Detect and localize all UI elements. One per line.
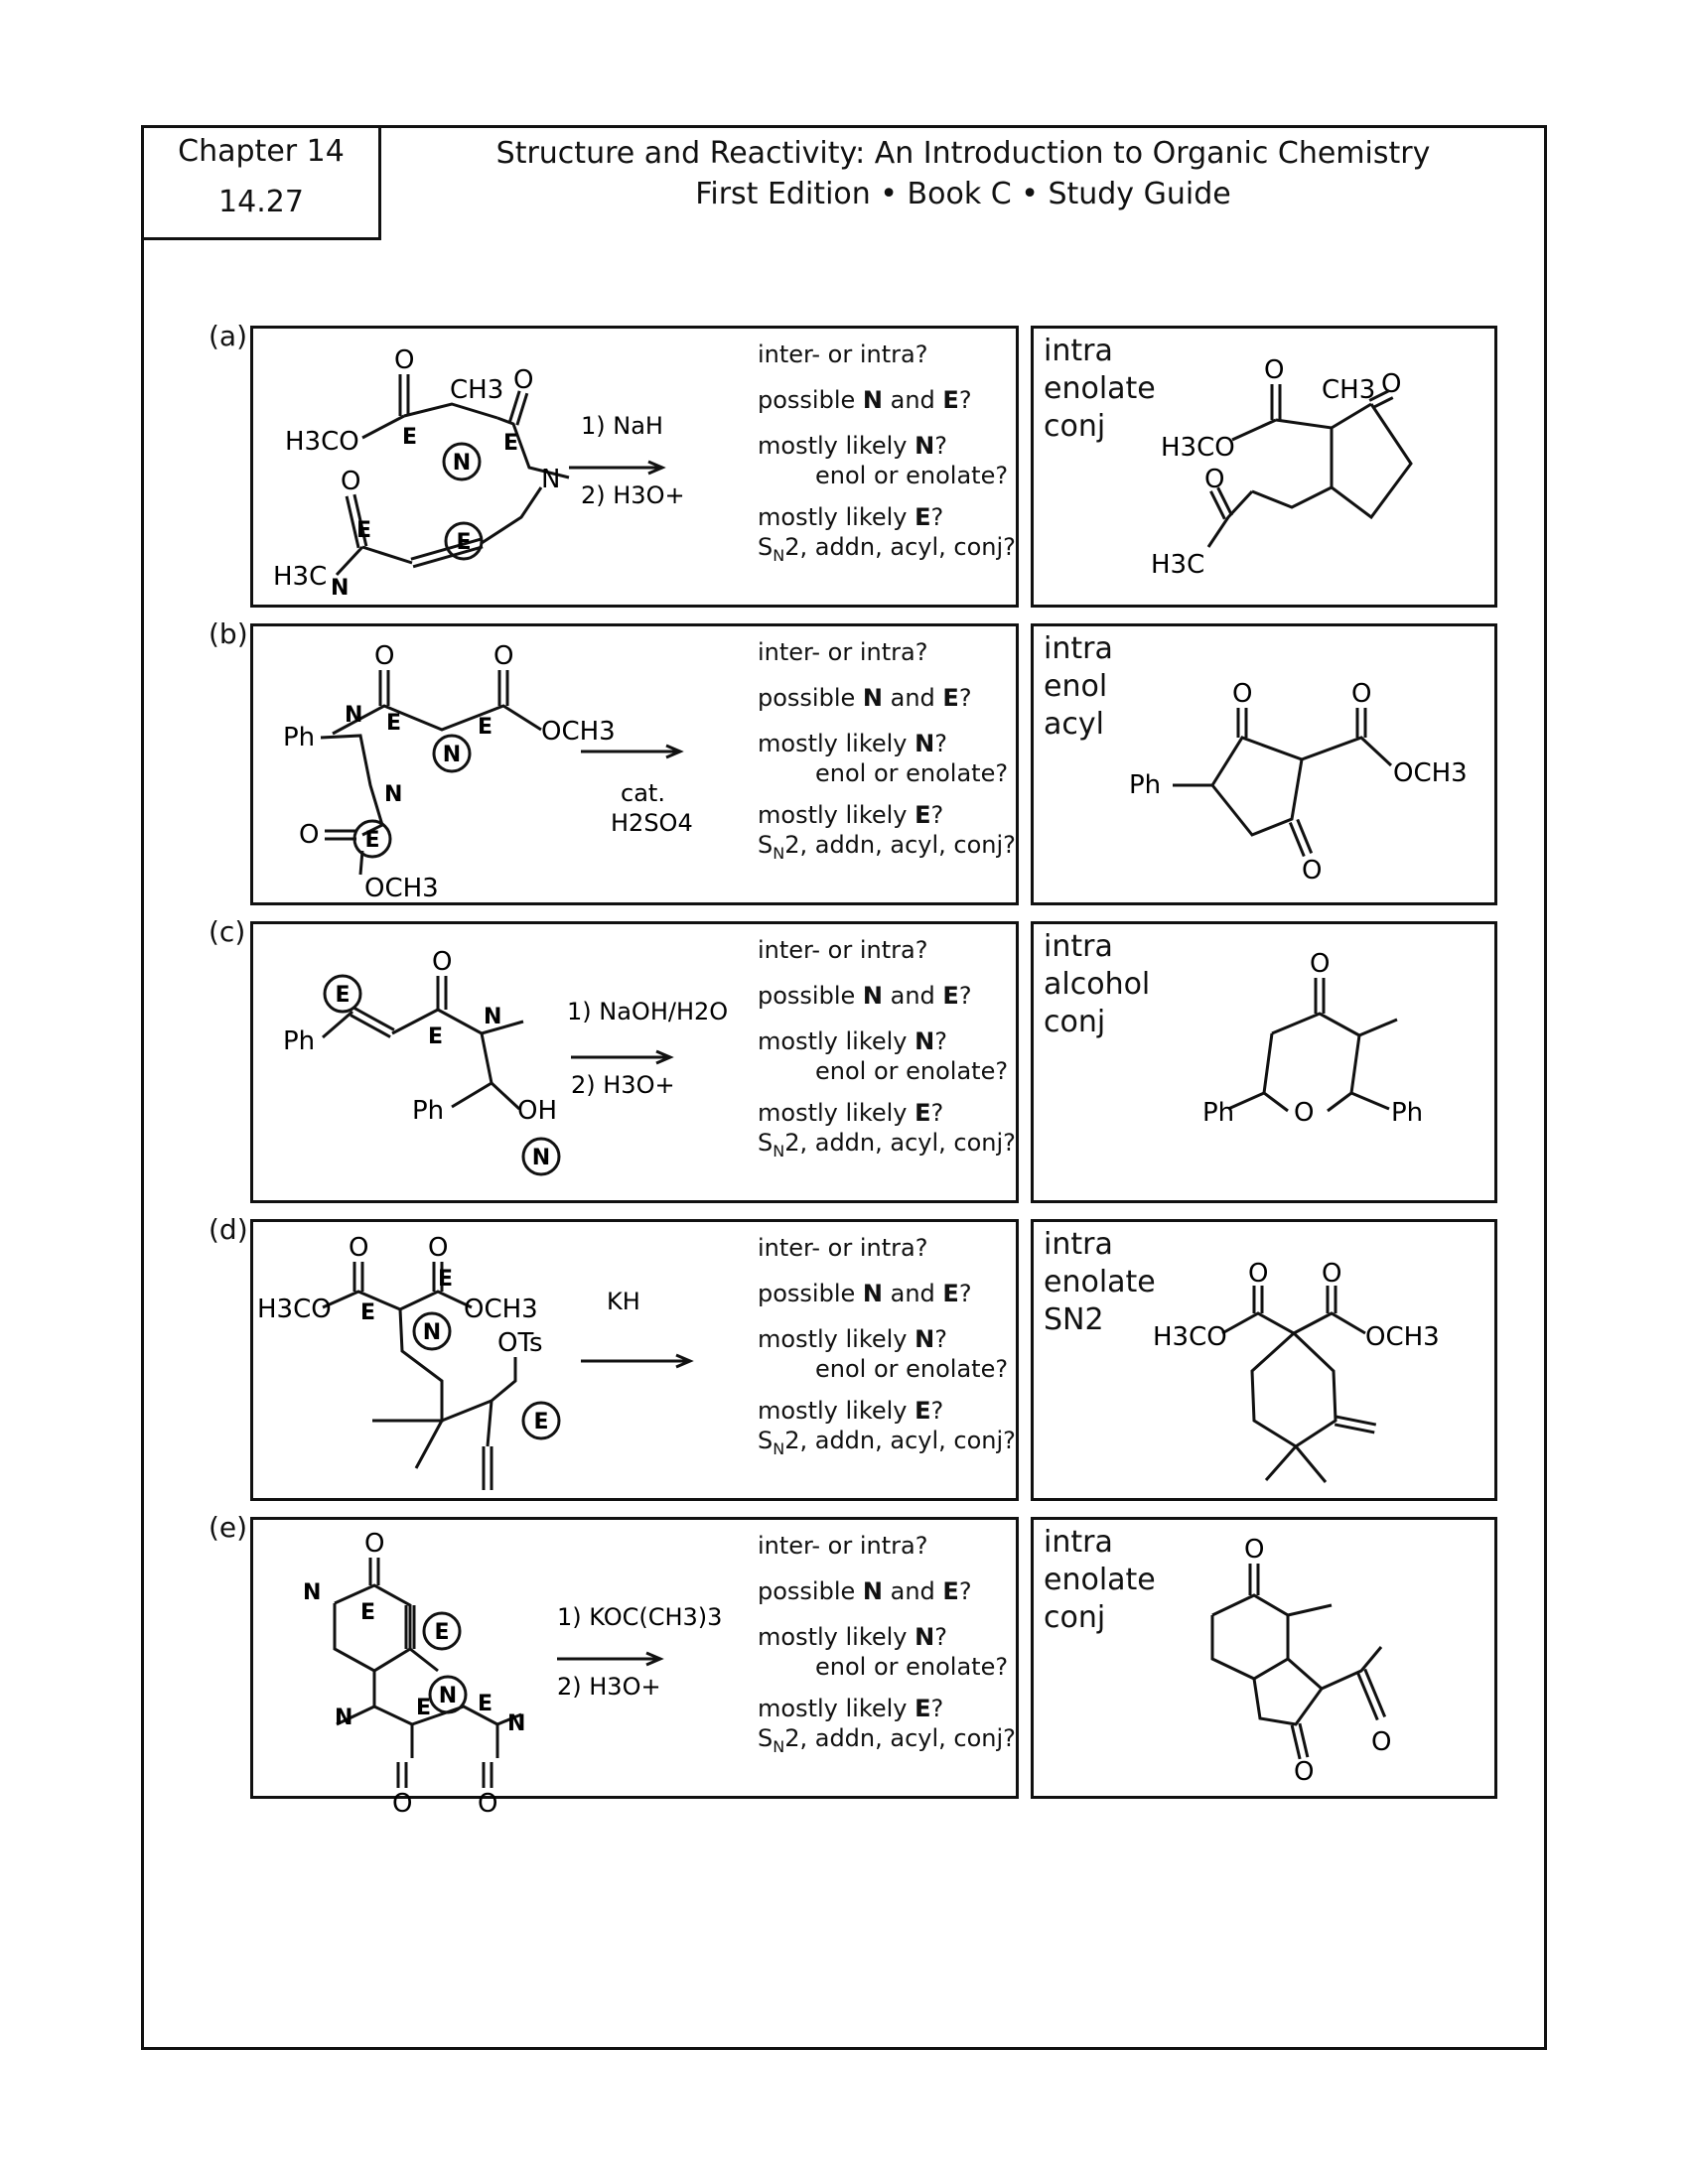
site-label: E (434, 1620, 450, 1645)
double-bond (1335, 1425, 1374, 1433)
answer-line: conj (1044, 1005, 1106, 1039)
bond (1359, 1020, 1397, 1035)
reactant-structure (253, 329, 750, 607)
bond (438, 1010, 523, 1033)
answer-line: enolate (1044, 371, 1156, 406)
problem-label: (c) (209, 915, 246, 948)
bond (333, 706, 541, 734)
reactant-structure (253, 1520, 750, 1819)
answer-line: conj (1044, 409, 1106, 444)
atom-label: O (1294, 1098, 1315, 1128)
atom-label: O (1310, 949, 1331, 979)
answer-box (1031, 326, 1497, 608)
bond (1252, 487, 1332, 507)
problem-label: (e) (209, 1511, 248, 1544)
bond (482, 487, 541, 543)
atom-label: OCH3 (464, 1295, 538, 1324)
atom-label: OCH3 (541, 717, 616, 747)
atom-label: O (1322, 1259, 1342, 1289)
atom-label: O (1232, 679, 1253, 709)
double-bond (1336, 1417, 1376, 1425)
answer-line: conj (1044, 1600, 1106, 1635)
product-structure (1034, 924, 1500, 1202)
reagent-label: cat. (621, 779, 665, 807)
question-possible-n-e: possible N and E? (758, 1280, 972, 1307)
answer-box (1031, 1517, 1497, 1799)
bond (337, 547, 362, 575)
atom-label: H3CO (1153, 1322, 1227, 1352)
bond (1212, 1595, 1288, 1679)
product-structure (1034, 1222, 1500, 1500)
atom-label: N (345, 703, 363, 728)
atom-label: CH3 (1322, 375, 1376, 405)
question-likely-e: mostly likely E? (758, 801, 944, 829)
atom-label: O (1294, 1757, 1315, 1787)
product-structure (1034, 329, 1500, 607)
question-likely-n: mostly likely N? (758, 1623, 947, 1651)
reagent-label: 1) KOC(CH3)3 (557, 1603, 723, 1631)
answer-line: intra (1044, 929, 1113, 964)
bond (452, 1033, 492, 1107)
problem-label: (d) (209, 1213, 248, 1246)
atom-label: E (428, 1024, 444, 1049)
reagent-label: 1) NaH (581, 412, 663, 440)
product-structure (1034, 626, 1500, 904)
atom-label: O (341, 467, 361, 496)
atom-label: O (478, 1789, 498, 1819)
bond (335, 1585, 410, 1671)
question-possible-n-e: possible N and E? (758, 684, 972, 712)
site-label: N (438, 1684, 458, 1708)
reagent-label: 2) H3O+ (581, 481, 685, 509)
question-enol-enolate: enol or enolate? (815, 759, 1009, 787)
atom-label: E (356, 518, 372, 543)
bond (362, 547, 412, 563)
question-likely-n: mostly likely N? (758, 432, 947, 460)
site-label: E (456, 530, 472, 555)
atom-label: O (374, 641, 395, 671)
title-line-1: Structure and Reactivity: An Introduction to Organic Chemistry (495, 136, 1431, 171)
answer-line: intra (1044, 334, 1113, 368)
question-likely-e: mostly likely E? (758, 1695, 944, 1722)
question-reaction-type: $S_N2$, addn, acyl, conj? (758, 831, 1016, 863)
bond (1272, 1014, 1359, 1111)
atom-label: O (1264, 355, 1285, 385)
atom-label: Ph (283, 1026, 316, 1056)
atom-label: E (416, 1696, 432, 1720)
site-label: N (452, 451, 472, 476)
bond (1222, 1313, 1365, 1333)
atom-label: H3CO (257, 1295, 332, 1324)
atom-label: Ph (1202, 1098, 1235, 1128)
question-likely-e: mostly likely E? (758, 1397, 944, 1425)
atom-label: O (428, 1233, 449, 1263)
question-reaction-type: $S_N2$, addn, acyl, conj? (758, 533, 1016, 565)
bond (321, 736, 382, 825)
bond (323, 1012, 352, 1037)
atom-label: N (507, 1711, 526, 1736)
question-enol-enolate: enol or enolate? (815, 1057, 1009, 1085)
atom-label: E (478, 715, 493, 740)
bond (360, 851, 362, 875)
atom-label: Ph (1129, 770, 1162, 800)
question-possible-n-e: possible N and E? (758, 1577, 972, 1605)
atom-label: H3CO (285, 427, 359, 457)
question-reaction-type: $S_N2$, addn, acyl, conj? (758, 1129, 1016, 1160)
reagent-label: KH (607, 1288, 640, 1315)
bond (1302, 738, 1391, 765)
question-inter-intra: inter- or intra? (758, 936, 928, 964)
bond (492, 1083, 519, 1109)
atom-label: E (360, 1300, 376, 1325)
question-enol-enolate: enol or enolate? (815, 462, 1009, 489)
atom-label: OH (517, 1096, 558, 1126)
question-box (250, 1517, 1019, 1819)
reagent-label: 2) H3O+ (571, 1071, 675, 1099)
atom-label: O (493, 641, 514, 671)
atom-label: H3C (273, 562, 328, 592)
question-inter-intra: inter- or intra? (758, 1234, 928, 1262)
atom-label: E (478, 1692, 493, 1716)
bond (1276, 404, 1371, 428)
site-label: E (335, 983, 351, 1008)
atom-label: E (503, 431, 519, 456)
site-label: N (422, 1320, 442, 1345)
chapter-box (141, 125, 381, 240)
double-bond (1373, 398, 1393, 408)
atom-label: Ph (1391, 1098, 1424, 1128)
atom-label: OCH3 (364, 874, 439, 903)
question-likely-n: mostly likely N? (758, 730, 947, 757)
page-title (417, 133, 1509, 214)
atom-label: N (484, 1005, 502, 1029)
bond (1266, 1446, 1296, 1480)
double-bond (1365, 1669, 1385, 1716)
site-label: N (442, 743, 462, 767)
bond (442, 1357, 515, 1421)
atom-label: O (364, 1529, 385, 1559)
bond (1264, 1033, 1288, 1111)
atom-label: O (299, 820, 320, 850)
atom-label: O (1302, 856, 1323, 886)
bond (1322, 1647, 1381, 1689)
atom-label: OCH3 (1365, 1322, 1440, 1352)
atom-label: N (541, 465, 561, 494)
reagent-label: 2) H3O+ (557, 1673, 661, 1701)
question-box (250, 623, 1019, 905)
atom-label: N (303, 1580, 322, 1605)
atom-label: N (335, 1706, 353, 1730)
reagent-label: H2SO4 (611, 809, 693, 837)
question-box (250, 1219, 1019, 1501)
site-label: E (533, 1410, 549, 1434)
reagent-label: 1) NaOH/H2O (567, 998, 729, 1025)
atom-label: E (438, 1267, 454, 1292)
atom-label: O (1381, 369, 1402, 399)
question-possible-n-e: possible N and E? (758, 386, 972, 414)
bond (410, 1649, 438, 1671)
answer-line: intra (1044, 1227, 1113, 1262)
answer-line: intra (1044, 1525, 1113, 1560)
double-bond (1300, 1723, 1308, 1757)
answer-line: SN2 (1044, 1302, 1104, 1337)
atom-label: E (386, 711, 402, 736)
atom-label: O (1371, 1727, 1392, 1757)
problem-label: (b) (209, 617, 248, 650)
question-likely-e: mostly likely E? (758, 503, 944, 531)
atom-label: OTs (497, 1328, 543, 1358)
answer-box (1031, 921, 1497, 1203)
atom-label: O (1248, 1259, 1269, 1289)
atom-label: O (513, 365, 534, 395)
bond (1232, 420, 1276, 440)
question-enol-enolate: enol or enolate? (815, 1355, 1009, 1383)
answer-line: enol (1044, 669, 1108, 704)
question-enol-enolate: enol or enolate? (815, 1653, 1009, 1681)
atom-label: N (384, 782, 403, 807)
bond (374, 1671, 412, 1724)
bond (488, 1401, 492, 1446)
atom-label: Ph (412, 1096, 445, 1126)
answer-line: acyl (1044, 707, 1104, 742)
question-inter-intra: inter- or intra? (758, 1532, 928, 1560)
atom-label: O (392, 1789, 413, 1819)
answer-line: intra (1044, 631, 1113, 666)
atom-label: O (349, 1233, 369, 1263)
reactant-structure (253, 626, 750, 904)
chapter-label: Chapter 14 (178, 134, 345, 169)
atom-label: H3CO (1161, 433, 1235, 463)
bond (1252, 1333, 1336, 1446)
atom-label: O (1351, 679, 1372, 709)
atom-label: E (360, 1600, 376, 1625)
question-likely-n: mostly likely N? (758, 1027, 947, 1055)
reactant-structure (253, 924, 750, 1202)
double-bond (1292, 1725, 1300, 1759)
question-reaction-type: $S_N2$, addn, acyl, conj? (758, 1724, 1016, 1756)
atom-label: O (1244, 1535, 1265, 1565)
site-label: N (531, 1146, 551, 1170)
bond (404, 404, 497, 418)
bond (323, 1292, 472, 1309)
question-possible-n-e: possible N and E? (758, 982, 972, 1010)
atom-label: CH3 (450, 375, 504, 405)
answer-box (1031, 623, 1497, 905)
bond (1296, 1446, 1326, 1482)
bond (1351, 1093, 1389, 1109)
question-box (250, 921, 1019, 1203)
question-likely-n: mostly likely N? (758, 1325, 947, 1353)
bond (1212, 738, 1302, 835)
atom-label: N (331, 576, 350, 601)
site-label: E (364, 828, 380, 853)
bond (362, 416, 404, 438)
question-inter-intra: inter- or intra? (758, 638, 928, 666)
answer-box (1031, 1219, 1497, 1501)
atom-label: E (402, 425, 418, 450)
atom-label: O (432, 947, 453, 977)
bond (1288, 1605, 1332, 1615)
problem-label: (a) (209, 320, 248, 352)
reactant-structure (253, 1222, 750, 1500)
question-box (250, 326, 1019, 608)
title-line-2: First Edition • Book C • Study Guide (695, 177, 1231, 211)
atom-label: O (394, 345, 415, 375)
double-bond (1357, 1673, 1377, 1720)
answer-line: enolate (1044, 1265, 1156, 1299)
question-likely-e: mostly likely E? (758, 1099, 944, 1127)
atom-label: OCH3 (1393, 758, 1468, 788)
question-reaction-type: $S_N2$, addn, acyl, conj? (758, 1427, 1016, 1458)
atom-label: H3C (1151, 550, 1205, 580)
question-inter-intra: inter- or intra? (758, 341, 928, 368)
product-structure (1034, 1520, 1500, 1798)
atom-label: O (1204, 465, 1225, 494)
bond (1254, 1659, 1322, 1724)
answer-line: enolate (1044, 1563, 1156, 1597)
atom-label: Ph (283, 723, 316, 752)
bond (416, 1421, 442, 1468)
answer-line: alcohol (1044, 967, 1151, 1002)
problem-number: 14.27 (218, 185, 304, 219)
